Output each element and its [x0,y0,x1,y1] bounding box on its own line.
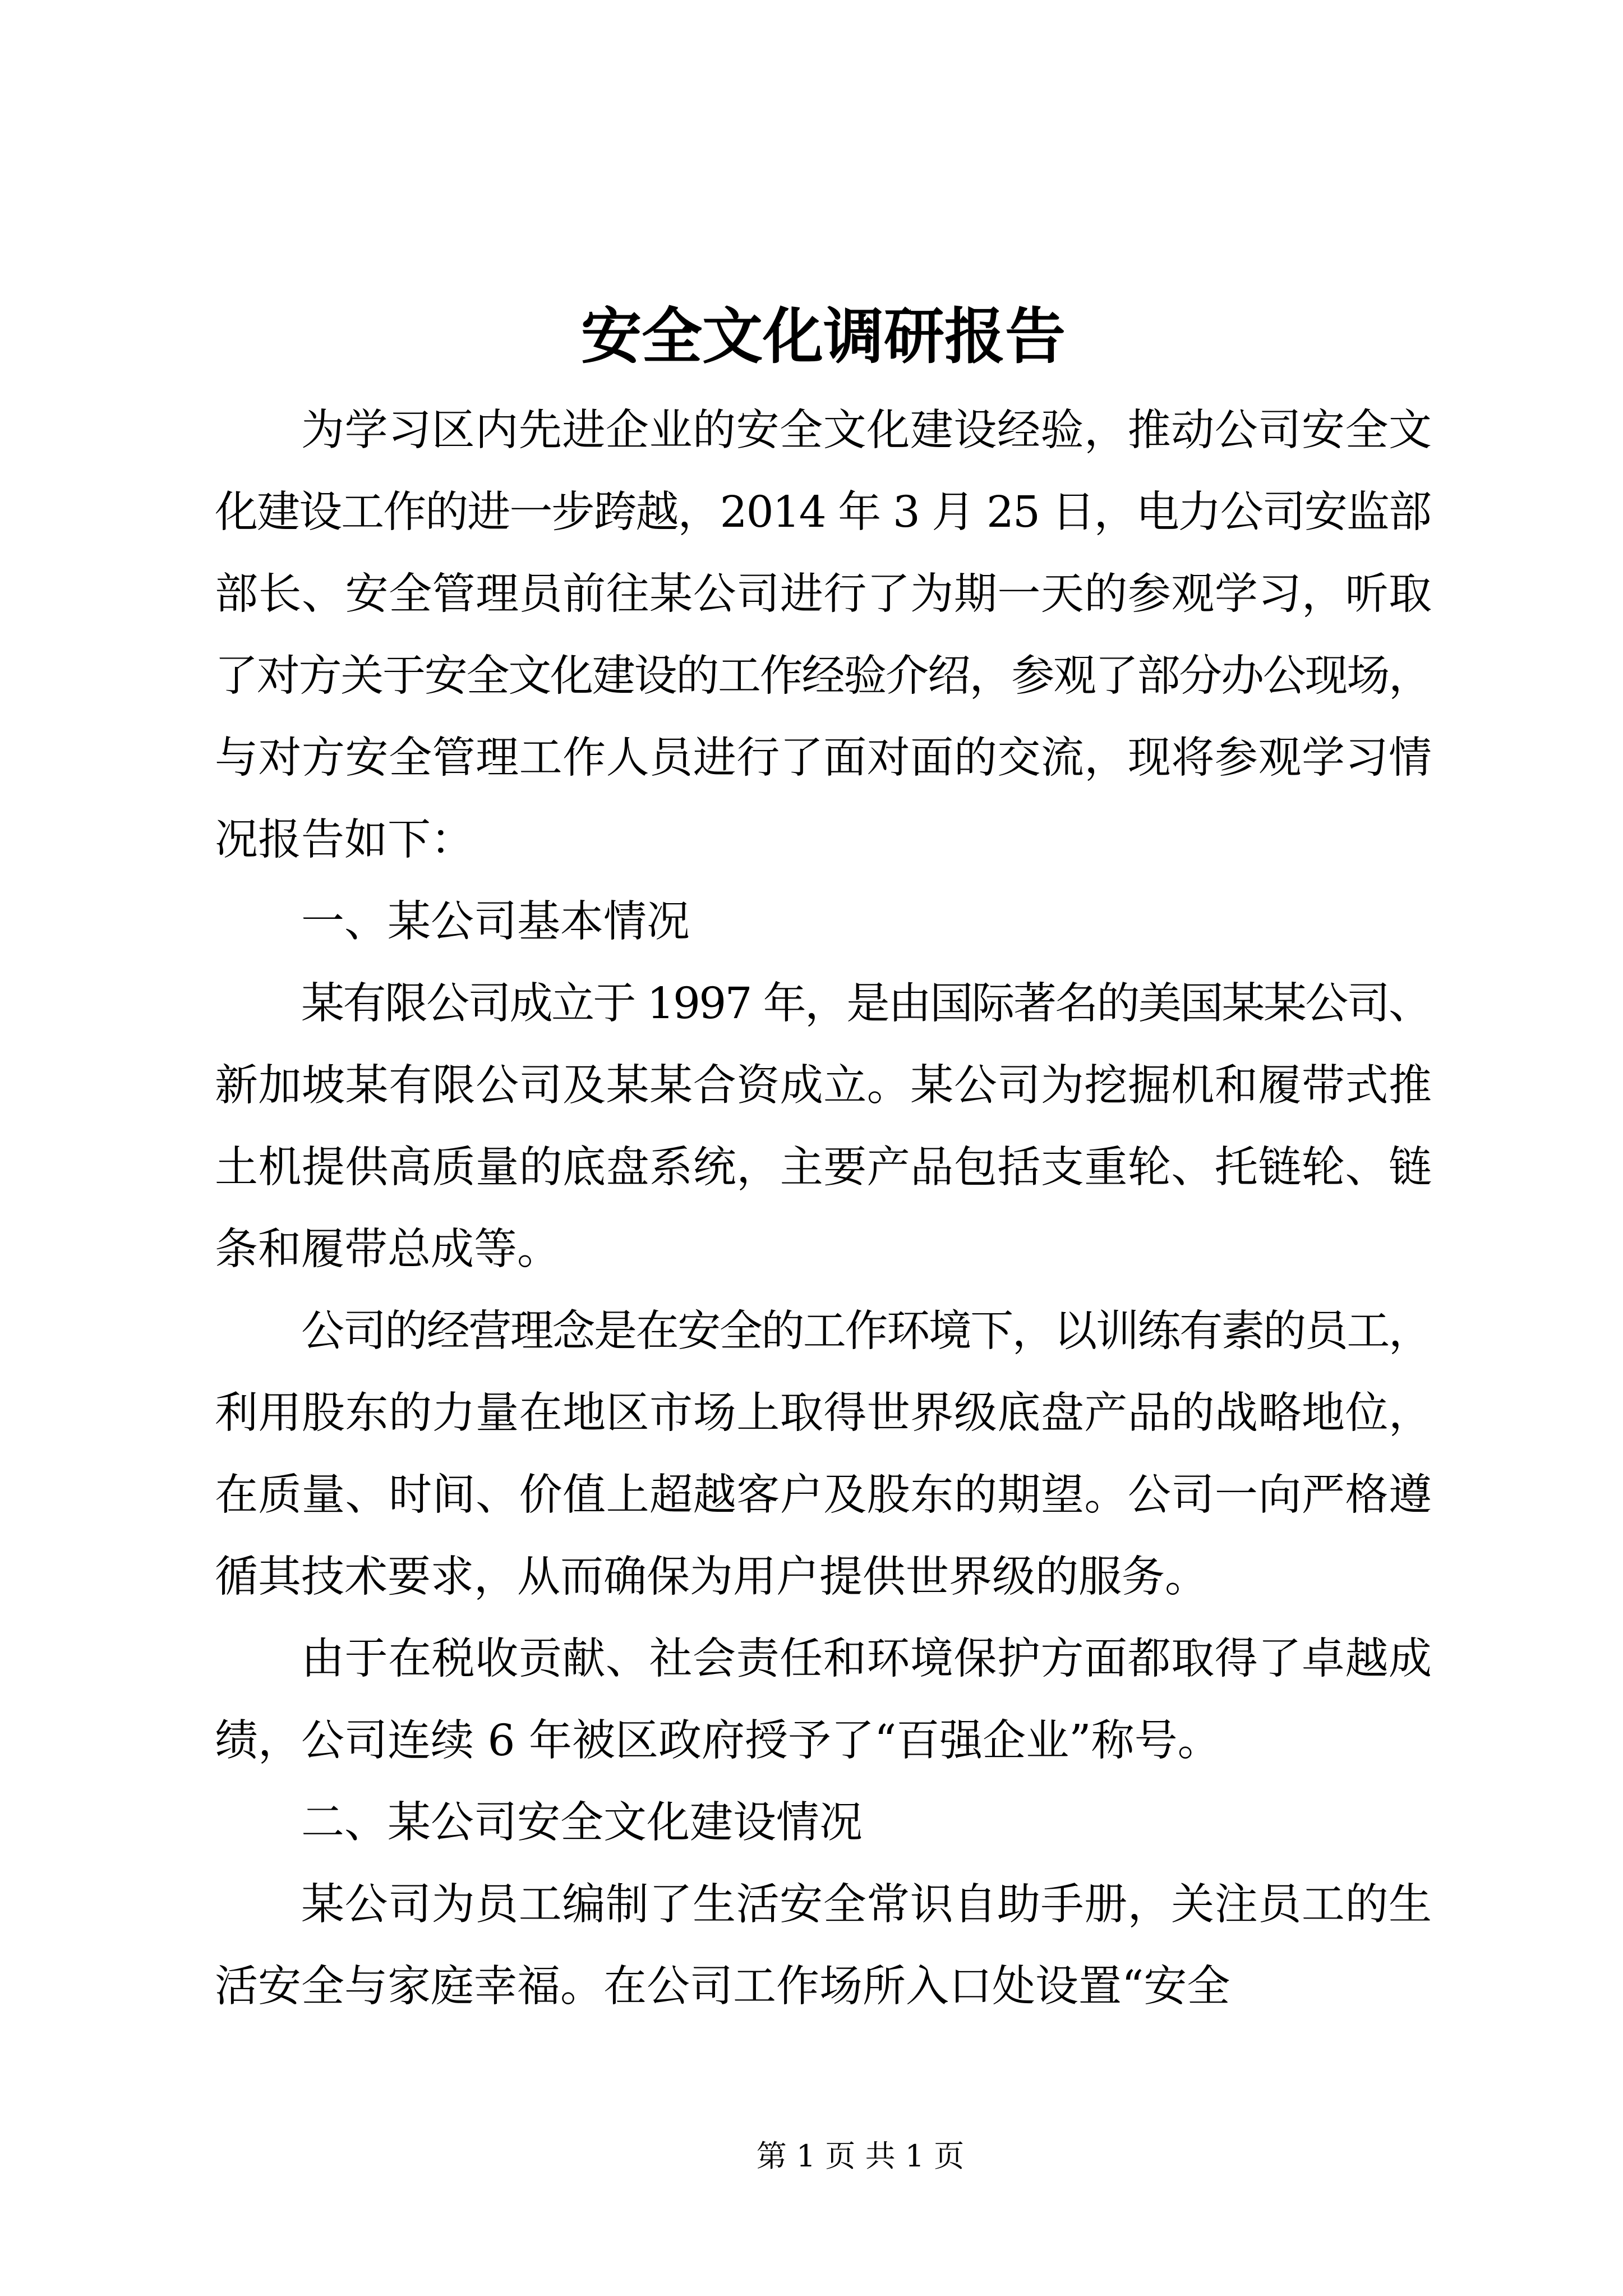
section-heading-text: 一、某公司基本情况 [301,897,690,947]
page-footer: 第 1 页 共 1 页 [756,2138,965,2174]
document-title: 安全文化调研报告 [580,301,1066,372]
text-line: 与对方安全管理工作人员进行了面对面的交流，现将参观学习情 [215,733,1432,783]
safety-culture-paragraph [215,1864,1432,2028]
text-line: 在质量、时间、价值上超越客户及股东的期望。公司一向严格遵 [215,1470,1432,1520]
text-line: 活安全与家庭幸福。在公司工作场所入口处设置“安全 [215,1962,1230,2012]
text-line: 某公司为员工编制了生活安全常识自助手册，关注员工的生 [301,1880,1432,1930]
honors-paragraph [215,1618,1432,1782]
business-philosophy-paragraph [215,1291,1432,1618]
text-line: 由于在税收贡献、社会责任和环境保护方面都取得了卓越成 [301,1634,1432,1684]
text-line: 循其技术要求，从而确保为用户提供世界级的服务。 [215,1552,1208,1602]
section-heading-safety-culture [215,1782,1432,1864]
text-line: 某有限公司成立于 1997 年，是由国际著名的美国某某公司、 [301,979,1431,1029]
text-line: 利用股东的力量在地区市场上取得世界级底盘产品的战略地位， [215,1388,1432,1438]
text-line: 为学习区内先进企业的安全文化建设经验，推动公司安全文 [301,406,1432,455]
text-line: 绩，公司连续 6 年被区政府授予了“百强企业”称号。 [215,1716,1221,1766]
text-line: 部长、安全管理员前往某公司进行了为期一天的参观学习，听取 [215,569,1432,619]
company-profile-paragraph [215,963,1432,1291]
text-line: 新加坡某有限公司及某某合资成立。某公司为挖掘机和履带式推 [215,1061,1432,1111]
section-heading-text: 二、某公司安全文化建设情况 [301,1798,863,1848]
text-line: 土机提供高质量的底盘系统，主要产品包括支重轮、托链轮、链 [215,1143,1432,1193]
text-line: 化建设工作的进一步跨越，2014 年 3 月 25 日，电力公司安监部 [215,487,1431,537]
text-line: 公司的经营理念是在安全的工作环境下，以训练有素的员工， [301,1306,1431,1356]
text-line: 了对方关于安全文化建设的工作经验介绍，参观了部分办公现场， [215,651,1431,701]
intro-paragraph [215,390,1432,881]
document-body [215,390,1432,2028]
text-line: 条和履带总成等。 [215,1225,560,1274]
text-line: 况报告如下： [215,815,474,865]
section-heading-basic-info [215,881,1432,963]
